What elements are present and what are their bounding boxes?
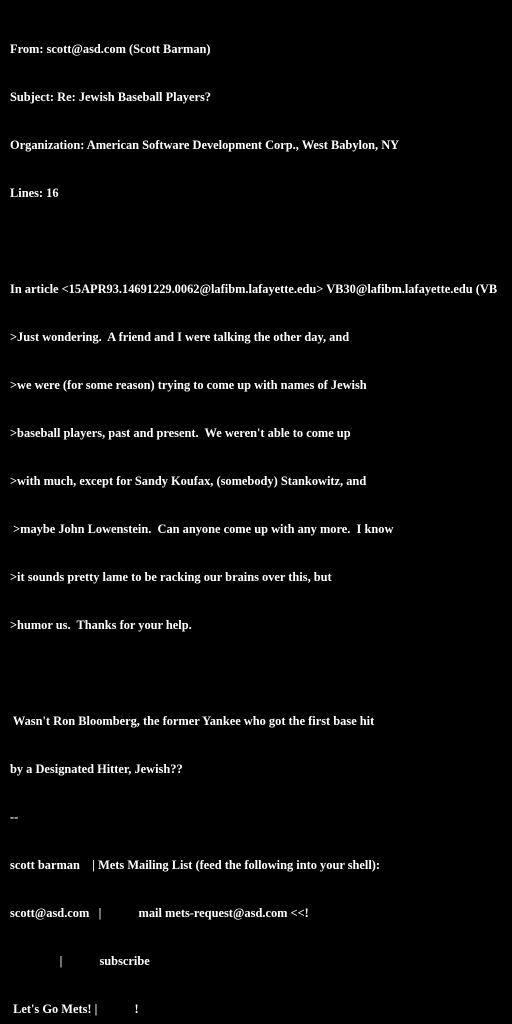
quoted-line: >with much, except for Sandy Koufax, (somebody) Stankowitz, and xyxy=(10,474,367,488)
subject-header: Subject: Re: Jewish Baseball Players? xyxy=(10,90,211,104)
usenet-post xyxy=(10,9,512,1024)
blank-line xyxy=(10,233,512,249)
quoted-line: >maybe John Lowenstein. Can anyone come up with any more. I know xyxy=(10,522,394,536)
signature-line: | subscribe xyxy=(10,954,150,968)
signature-line: scott@asd.com | mail mets-request@asd.com <<! xyxy=(10,906,309,920)
reply-line: Wasn't Ron Bloomberg, the former Yankee who got the first base hit xyxy=(10,714,375,728)
blank-line xyxy=(10,665,512,681)
from-header: From: scott@asd.com (Scott Barman) xyxy=(10,42,211,56)
quoted-line: >humor us. Thanks for your help. xyxy=(10,618,192,632)
signature-line: scott barman | Mets Mailing List (feed the following into your shell): xyxy=(10,858,381,872)
lines-header: Lines: 16 xyxy=(10,186,59,200)
attribution-line: In article <15APR93.14691229.0062@lafibm.lafayette.edu> VB30@lafibm.lafayette.edu (VB xyxy=(10,282,498,296)
signature-separator: -- xyxy=(10,810,19,824)
quoted-line: >baseball players, past and present. We weren't able to come up xyxy=(10,426,351,440)
quoted-line: >Just wondering. A friend and I were talking the other day, and xyxy=(10,330,350,344)
quoted-line: >we were (for some reason) trying to come up with names of Jewish xyxy=(10,378,367,392)
signature-line: Let's Go Mets! | ! xyxy=(10,1002,139,1016)
reply-line: by a Designated Hitter, Jewish?? xyxy=(10,762,183,776)
quoted-line: >it sounds pretty lame to be racking our brains over this, but xyxy=(10,570,332,584)
organization-header: Organization: American Software Development Corp., West Babylon, NY xyxy=(10,138,400,152)
